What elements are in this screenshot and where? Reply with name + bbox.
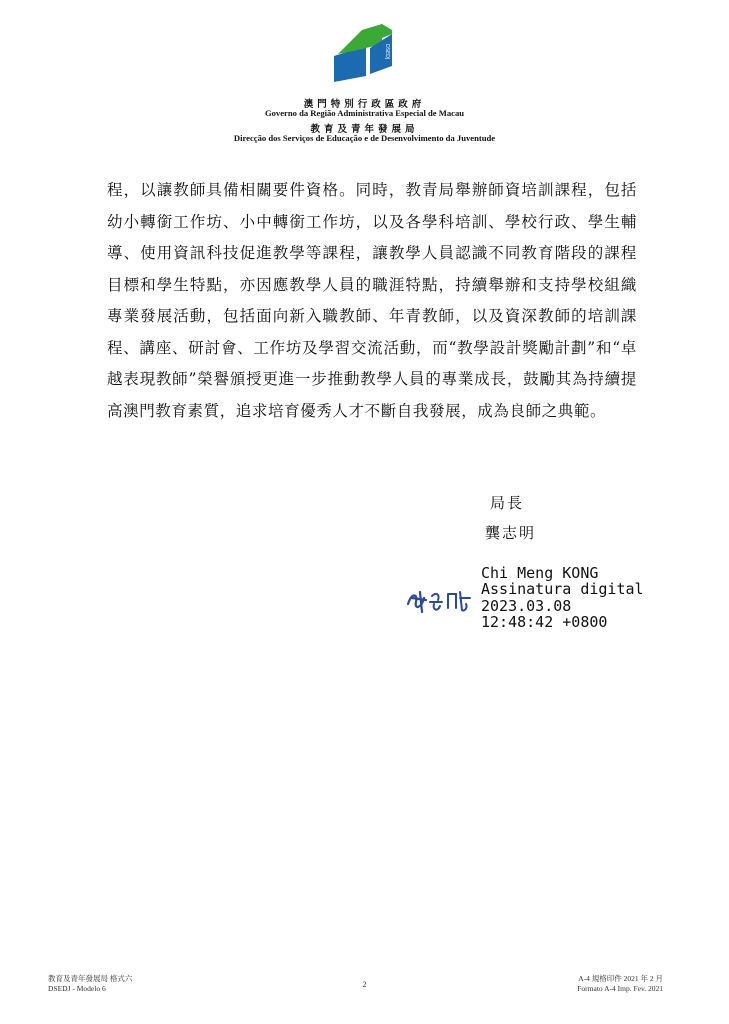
signatory-name: 龔志明 xyxy=(485,524,537,542)
footer-right-line1: A-4 規格印件 2021 年 2 月 xyxy=(578,974,663,983)
svg-text:DSEDJ: DSEDJ xyxy=(384,44,390,60)
digital-label: Assinatura digital xyxy=(481,580,644,599)
page-number: 2 xyxy=(362,980,367,989)
digital-signature-block xyxy=(481,565,644,630)
signatory-title: 局長 xyxy=(490,494,525,512)
body-paragraph: 程，以讓教師具備相關要件資格。同時，教青局舉辦師資培訓課程，包括幼小轉銜工作坊、小中轉銜工作坊，以及各學科培訓、學校行政、學生輔導、使用資訊科技促進教學等課程，讓教學人員認識不同教育階段的課程目標和學生特點，亦因應教學人員的職涯特點，持續舉辦和支持學校組織專業發展活動，包括面向新入職教師、年青教師，以及資深教師的培訓課程、講座、研討會、工作坊及學習交流活動，而“教學設計獎勵計劃”和“卓越表現教師”榮譽頒授更進一步推動教學人員的專業成長，鼓勵其為持續提高澳門教育素質，追求培育優秀人才不斷自我發展，成為良師之典範。 xyxy=(107,181,637,420)
digital-time: 12:48:42 +0800 xyxy=(481,612,608,631)
header-dept-pt: Direcção dos Serviços de Educação e de Desenvolvimento da Juventude xyxy=(233,133,496,143)
header-org-pt: Governo da Região Administrativa Especial de Macau xyxy=(264,108,465,118)
footer-right-line2: Formato A-4 Imp. Fev. 2021 xyxy=(577,984,663,993)
footer-left-line1: 教育及青年發展局 格式六 xyxy=(48,974,133,983)
header-dept-cn: 教育及青年發展局 xyxy=(310,124,419,135)
header-org-cn: 澳門特別行政區政府 xyxy=(303,99,426,110)
footer-right xyxy=(577,974,663,994)
handwritten-signature xyxy=(404,586,474,616)
digital-date: 2023.03.08 xyxy=(481,596,572,615)
government-logo xyxy=(334,24,394,82)
digital-signer: Chi Meng KONG xyxy=(481,564,599,582)
footer-left-line2: DSEDJ - Modelo 6 xyxy=(48,984,106,993)
